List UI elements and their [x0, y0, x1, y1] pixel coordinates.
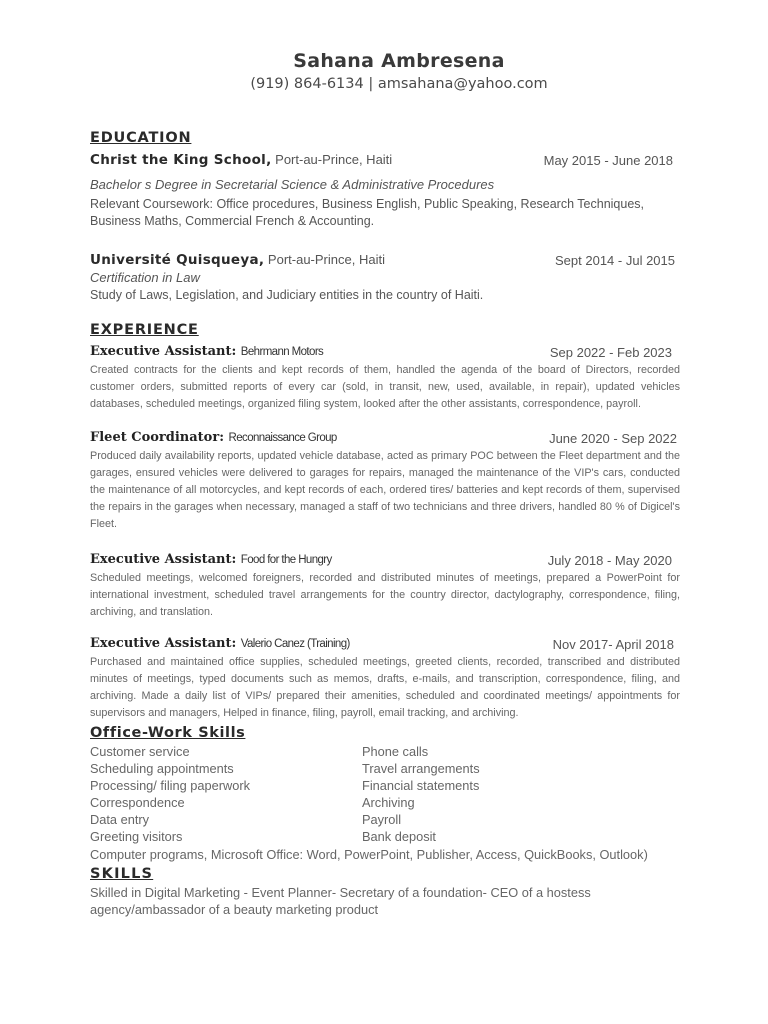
school-name-text: Université Quisqueya,: [90, 252, 265, 268]
job-role: Executive Assistant:: [90, 636, 237, 651]
job-title: [90, 636, 350, 651]
job-dates: Sep 2022 - Feb 2023: [549, 345, 672, 360]
job-title: [90, 552, 332, 567]
job-organization: Behrmann Motors: [240, 346, 324, 358]
computer-programs: Computer programs, Microsoft Office: Word, PowerPoint, Publisher, Access, QuickBooks, Outlook): [90, 847, 648, 862]
job-description: Purchased and maintained office supplies, scheduled meetings, greeted clients, recorded, transcribed and distributed minutes of meetings, typed documents such as memos, drafts, e-mails, and transcription, correspondence, filing, and archiving. Made a daily list of VIPs/ prepared their amenities, scheduled and coordinated meetings/ appointments for supervisors and managers, Helped in finance, filing, payroll, email tracking, and archiving.: [90, 656, 680, 719]
job-title: [90, 430, 337, 445]
contact-line: (919) 864-6134 | amsahana@yahoo.com: [250, 76, 548, 92]
education-heading: EDUCATION: [90, 130, 192, 146]
job-title: [90, 344, 323, 359]
school-dates: May 2015 - June 2018: [543, 153, 673, 168]
job-description: Scheduled meetings, welcomed foreigners, recorded and distributed minutes of meetings, prepared a PowerPoint for international investment, scheduled travel arrangements for the country director, dactylography, correspondence, filing, archiving, and translation.: [90, 572, 680, 618]
job-dates: June 2020 - Sep 2022: [549, 431, 677, 446]
skill-item: Greeting visitors: [90, 829, 183, 844]
skill-item: Travel arrangements: [362, 761, 480, 776]
degree-title: Certification in Law: [90, 270, 200, 285]
skill-item: Financial statements: [362, 778, 480, 793]
job-organization: Valerio Canez (Training): [240, 638, 350, 650]
candidate-name: Sahana Ambresena: [293, 50, 505, 72]
experience-heading: EXPERIENCE: [90, 322, 199, 338]
job-description: Produced daily availability reports, updated vehicle database, acted as primary POC between the Fleet department and the garages, ensured vehicles were delivered to garages for repairs, managed the maintenance of the VIP's cars, conducted the maintenance of all motorcycles, and kept records of each, ordered tires/ batteries and kept records of them, supervised the repairs in the garages when necessary, managed a staff of two technicians and three drivers, handled 80 % of Digicel's Fleet.: [90, 450, 680, 530]
coursework-text: Relevant Coursework: Office procedures, Business English, Public Speaking, Research Techniques, Business Maths, Commercial French & Accounting.: [90, 197, 644, 228]
job-organization: Reconnaissance Group: [228, 432, 337, 444]
skills-text: Skilled in Digital Marketing - Event Planner- Secretary of a foundation- CEO of a hostess agency/ambassador of a beauty marketing product: [90, 885, 591, 917]
job-description: Created contracts for the clients and kept records of them, handled the agenda of the board of Directors, recorded customer orders, submitted reports of every car (sold, in transit, new, used, available, in repair), updated vehicles databases, scheduled meetings, organized filing system, looked after the other assistants, correspondence, payroll.: [90, 364, 680, 410]
school-location: Port-au-Prince, Haiti: [271, 152, 393, 167]
skill-item: Customer service: [90, 744, 190, 759]
job-dates: July 2018 - May 2020: [547, 553, 672, 568]
skills-heading: SKILLS: [90, 866, 154, 882]
degree-title: Bachelor s Degree in Secretarial Science & Administrative Procedures: [90, 177, 495, 192]
school-name-text: Christ the King School,: [90, 152, 272, 168]
job-organization: Food for the Hungry: [240, 554, 332, 566]
study-text: Study of Laws, Legislation, and Judiciary entities in the country of Haiti.: [90, 288, 484, 302]
school-location: Port-au-Prince, Haiti: [264, 252, 385, 267]
skill-item: Correspondence: [90, 795, 185, 810]
job-role: Executive Assistant:: [90, 344, 237, 359]
skill-item: Processing/ filing paperwork: [90, 778, 251, 793]
school-dates: Sept 2014 - Jul 2015: [555, 253, 675, 268]
skill-item: Bank deposit: [362, 829, 436, 844]
job-dates: Nov 2017- April 2018: [552, 637, 674, 652]
skill-item: Payroll: [362, 812, 402, 827]
school-name: [90, 252, 385, 268]
skill-item: Phone calls: [362, 744, 429, 759]
job-role: Fleet Coordinator:: [90, 430, 225, 445]
office-skills-heading: Office-Work Skills: [90, 725, 246, 741]
job-role: Executive Assistant:: [90, 552, 237, 567]
school-name: [90, 152, 392, 168]
skill-item: Archiving: [362, 795, 415, 810]
skill-item: Data entry: [90, 812, 150, 827]
skill-item: Scheduling appointments: [90, 761, 234, 776]
